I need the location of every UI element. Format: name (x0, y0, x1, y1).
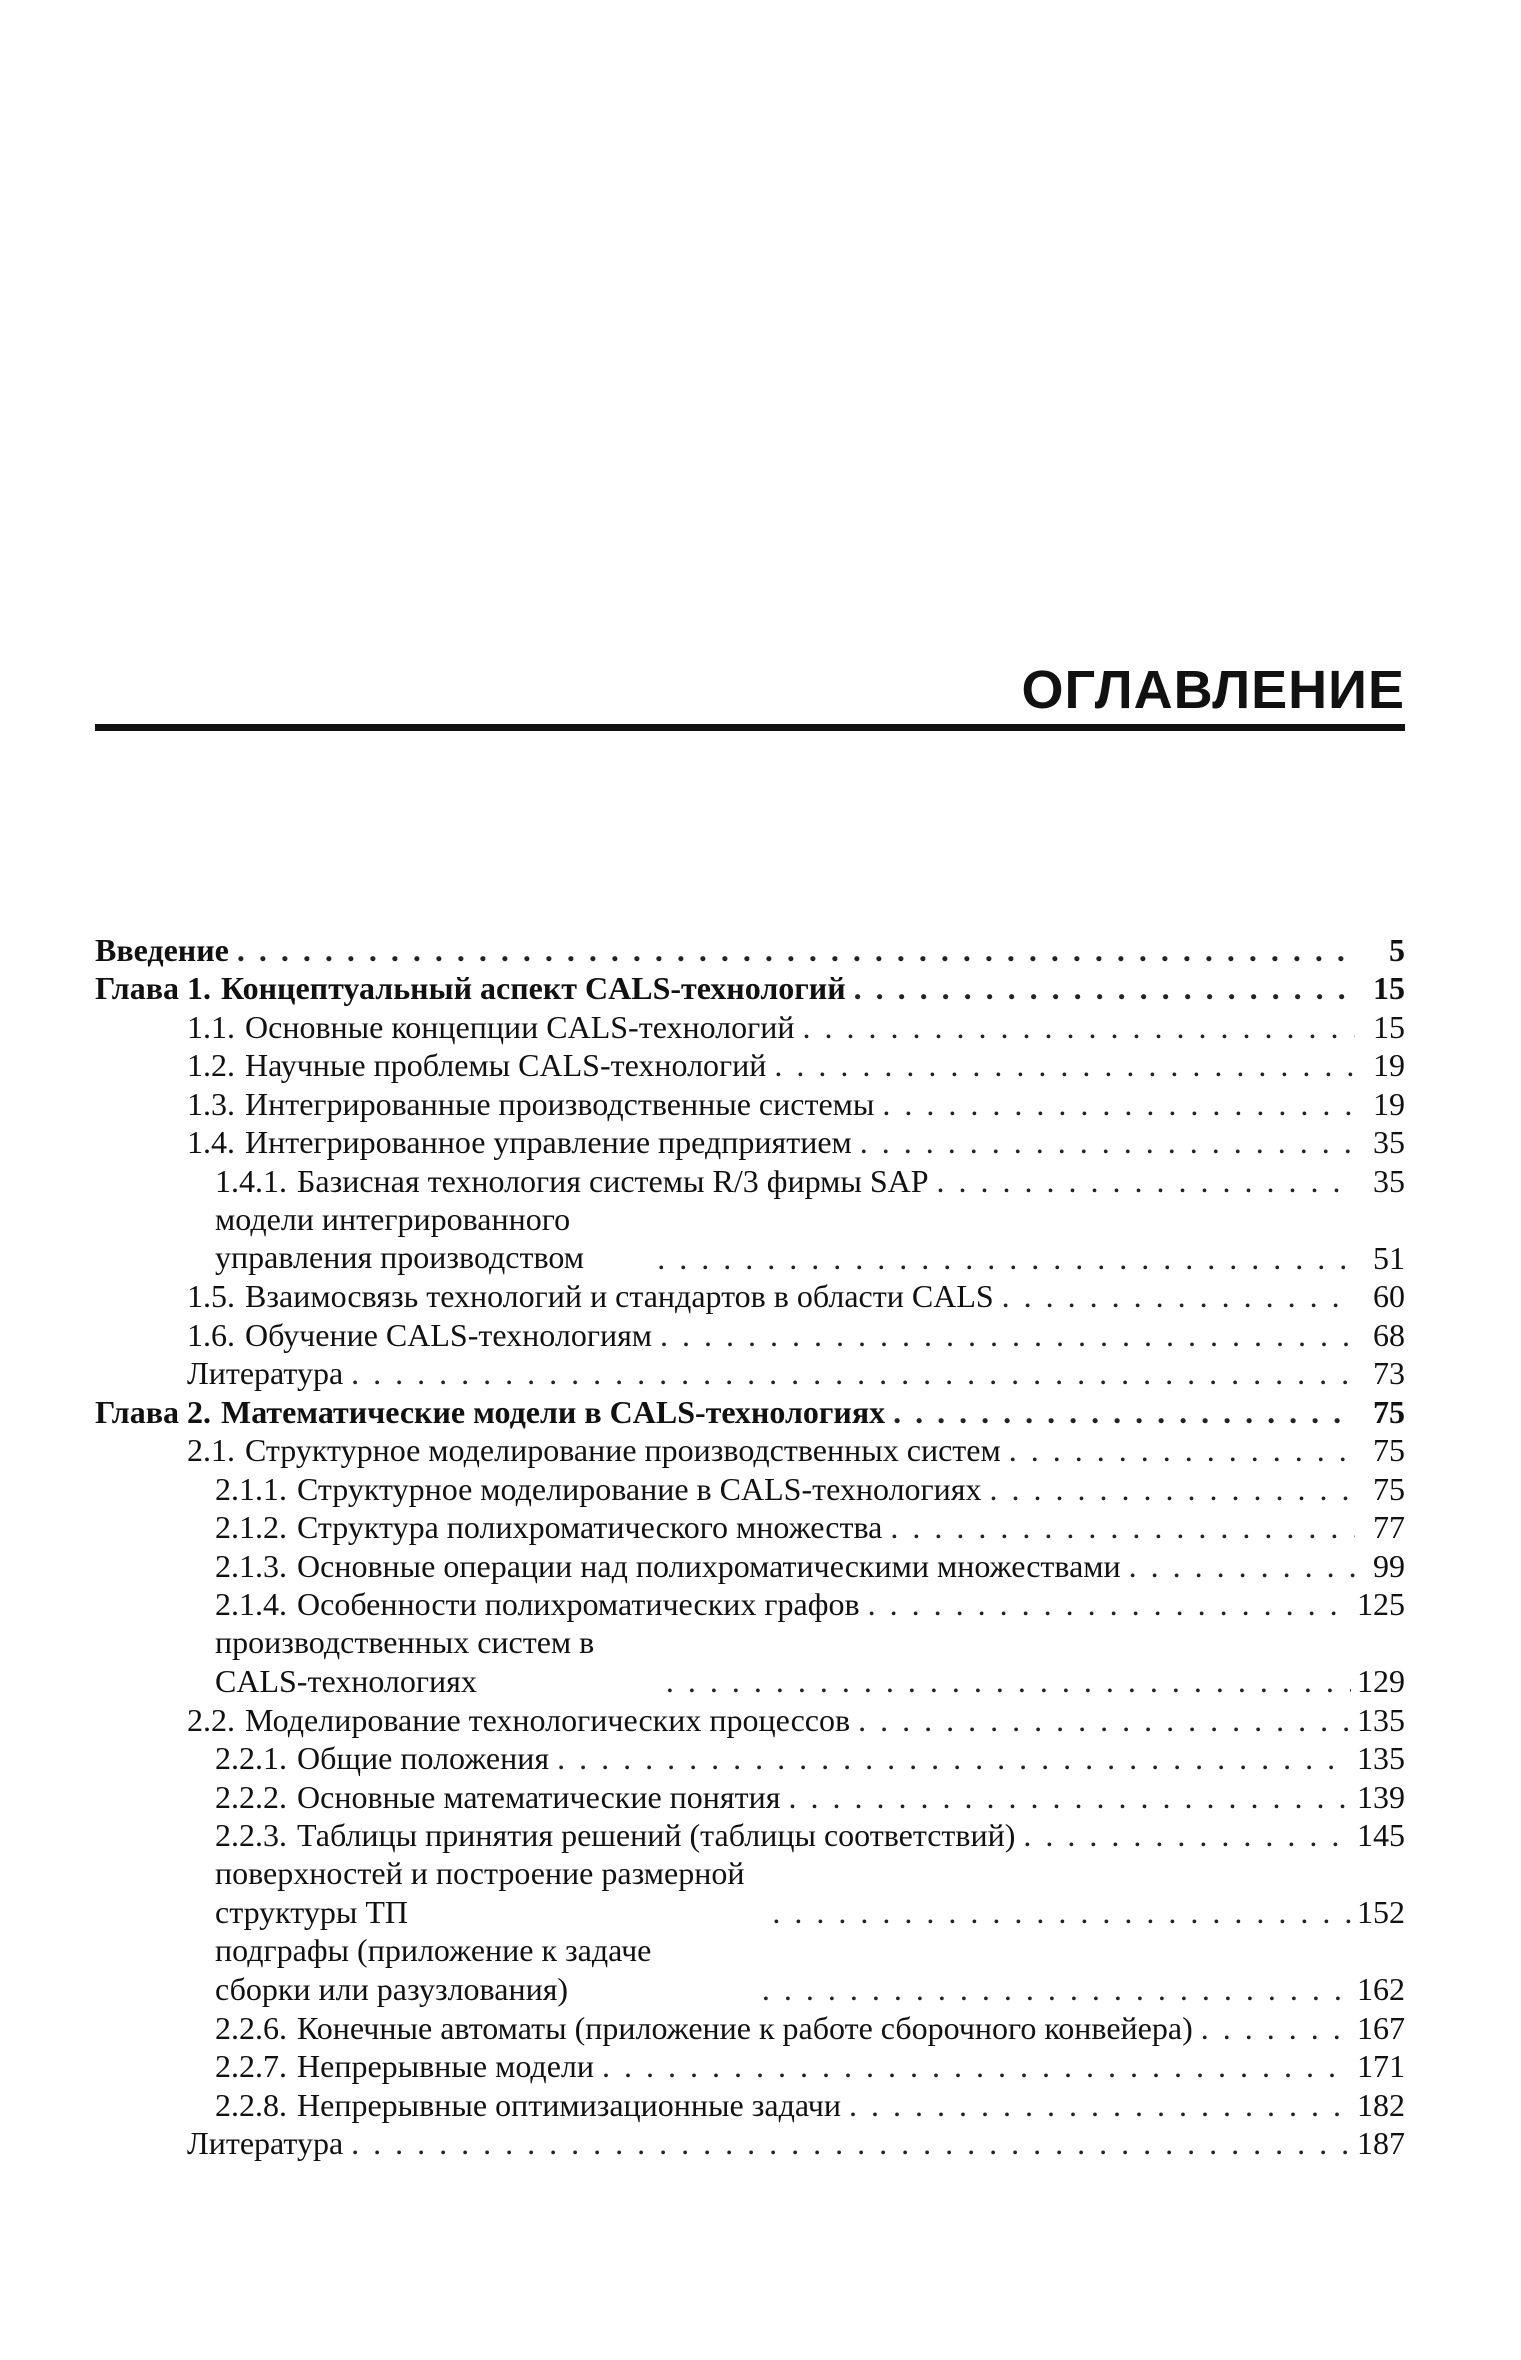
toc-page-number: 77 (1373, 1509, 1405, 1545)
toc-page-number: 145 (1357, 1817, 1405, 1853)
toc-entry-literature-2[interactable] (95, 2124, 1405, 2163)
toc-entry-1-2[interactable] (95, 1046, 1405, 1085)
toc-entry-title: 1.5. Взаимосвязь технологий и стандартов в области CALS (187, 1278, 994, 1314)
toc-entry-2-2-8[interactable] (95, 2085, 1405, 2124)
toc-entry-intro[interactable] (95, 930, 1405, 969)
toc-entry-title: 1.1. Основные концепции CALS-технологий (187, 1008, 795, 1045)
dot-leader (343, 1354, 1355, 1392)
dot-leader (994, 1277, 1355, 1315)
toc-page-number: 99 (1373, 1547, 1405, 1584)
toc-entry-title: Глава 1. Концептуальный аспект CALS-технологий (95, 970, 846, 1006)
toc-page-number: 68 (1373, 1316, 1405, 1353)
toc-page-number: 75 (1373, 1470, 1405, 1507)
toc-page-number: 135 (1357, 1701, 1405, 1738)
toc-entry-title: 2.1.1. Структурное моделирование в CALS-технологиях (215, 1470, 982, 1507)
toc-page-number: 19 (1373, 1047, 1405, 1083)
toc-entry-number: 1.4.1. (215, 1162, 287, 1199)
toc-entry-number: 1.1. (187, 1008, 235, 1045)
toc-entry-2-1-1[interactable] (95, 1469, 1405, 1508)
toc-entry-title: Литература (187, 1355, 344, 1391)
toc-entry-2-2-4[interactable] (95, 1854, 1405, 1931)
dot-leader (882, 1508, 1355, 1546)
toc-entry-title: 2.2.1. Общие положения (215, 1740, 550, 1776)
toc-entry-title: подграфы (приложение к задаче сборки или разузлования) (215, 1932, 652, 2007)
toc-entry-number: 2.2. (187, 1701, 235, 1738)
toc-entry-title: 2.1.3. Основные операции над полихроматическими множествами (215, 1547, 1121, 1584)
toc-page-number: 75 (1373, 1432, 1405, 1468)
toc-entry-chapter-1[interactable] (95, 969, 1405, 1008)
toc-page-number: 35 (1373, 1162, 1405, 1199)
toc-entry-number: 1.3. (187, 1085, 235, 1122)
dot-leader (649, 1239, 1355, 1277)
toc-page-number: 139 (1357, 1778, 1405, 1815)
dot-leader (1001, 1431, 1355, 1469)
dot-leader (549, 1739, 1351, 1777)
toc-entry-2-2-6[interactable] (95, 2008, 1405, 2047)
toc-page-number: 19 (1373, 1085, 1405, 1122)
toc-entry-number: 2.1.3. (215, 1547, 287, 1584)
toc-entry-number: 2.2.8. (215, 2086, 287, 2123)
toc-entry-title: 1.3. Интегрированные производственные системы (187, 1085, 875, 1122)
dot-leader (795, 1008, 1355, 1046)
toc-page-number: 5 (1389, 931, 1405, 968)
toc-entry-title: 2.2. Моделирование технологических процессов (187, 1701, 851, 1738)
toc-page-number: 60 (1373, 1278, 1405, 1314)
toc-entry-number: 1.6. (187, 1316, 235, 1353)
page-title: ОГЛАВЛЕНИЕ (1021, 660, 1405, 720)
dot-leader (860, 1585, 1351, 1623)
toc-page-number: 35 (1373, 1124, 1405, 1160)
dot-leader (852, 1123, 1355, 1161)
toc-page-number: 182 (1357, 2086, 1405, 2123)
toc-entry-title: поверхностей и построение размерной структуры ТП (215, 1855, 745, 1930)
toc-entry-title: 2.2.6. Конечные автоматы (приложение к работе сборочного конвейера) (215, 2009, 1193, 2046)
dot-leader (594, 2047, 1351, 2085)
toc-entry-number: 1.2. (187, 1047, 235, 1083)
toc-entry-2-2-2[interactable] (95, 1777, 1405, 1816)
dot-leader (652, 1316, 1355, 1354)
toc-entry-literature-1[interactable] (95, 1354, 1405, 1393)
table-of-contents (95, 930, 1405, 2162)
toc-entry-number: 1.4. (187, 1124, 235, 1160)
dot-leader (229, 931, 1355, 969)
toc-entry-title: 2.2.7. Непрерывные модели (215, 2048, 594, 2084)
toc-entry-2-2-7[interactable] (95, 2047, 1405, 2086)
toc-page-number: 129 (1357, 1663, 1405, 1699)
toc-entry-number: 2.1.1. (215, 1470, 287, 1507)
toc-entry-chapter-2[interactable] (95, 1392, 1405, 1431)
toc-page-number: 162 (1357, 1971, 1405, 2007)
dot-leader (841, 2086, 1351, 2124)
toc-entry-title: 1.4.1. Базисная технология системы R/3 фирмы SAP (215, 1162, 929, 1199)
dot-leader (982, 1470, 1356, 1508)
toc-entry-number: 2.2.7. (215, 2048, 287, 2084)
toc-entry-number: 2.1. (187, 1432, 235, 1468)
toc-entry-2-2-1[interactable] (95, 1739, 1405, 1778)
toc-entry-1-4-1[interactable] (95, 1161, 1405, 1200)
dot-leader (1015, 1816, 1351, 1854)
toc-entry-2-1[interactable] (95, 1431, 1405, 1470)
toc-entry-title: Введение (95, 931, 229, 968)
toc-page-number: 75 (1373, 1393, 1405, 1430)
dot-leader (1121, 1547, 1355, 1585)
toc-page-number: 51 (1373, 1239, 1405, 1276)
toc-page-number: 15 (1373, 1008, 1405, 1045)
toc-entry-title: 2.1. Структурное моделирование производственных систем (187, 1432, 1001, 1468)
toc-page-number: 171 (1357, 2048, 1405, 2084)
toc-entry-title: 2.2.3. Таблицы принятия решений (таблицы соответствий) (215, 1817, 1016, 1853)
title-rule (95, 724, 1405, 731)
toc-entry-title: Глава 2. Математические модели в CALS-технологиях (95, 1393, 886, 1430)
toc-page-number: 152 (1357, 1894, 1405, 1930)
toc-entry-title: 2.2.2. Основные математические понятия (215, 1778, 781, 1815)
toc-entry-title: Литература (187, 2125, 344, 2161)
dot-leader (846, 969, 1355, 1007)
toc-entry-title: 2.1.4. Особенности полихроматических графов (215, 1586, 860, 1622)
toc-entry-number: 2.2.2. (215, 1778, 287, 1815)
toc-page-number: 125 (1357, 1586, 1405, 1622)
toc-page-number: 167 (1357, 2009, 1405, 2046)
dot-leader (1193, 2009, 1351, 2047)
toc-entry-number: Глава 2. (95, 1393, 211, 1430)
toc-entry-1-5[interactable] (95, 1277, 1405, 1316)
toc-page-number: 135 (1357, 1740, 1405, 1776)
toc-entry-title: производственных систем в CALS-технологиях (215, 1624, 595, 1699)
dot-leader (874, 1085, 1355, 1123)
toc-entry-1-1[interactable] (95, 1007, 1405, 1046)
dot-leader (850, 1701, 1351, 1739)
toc-entry-title: 1.6. Обучение CALS-технологиям (187, 1316, 653, 1353)
toc-entry-number: 2.1.4. (215, 1586, 287, 1622)
dot-leader (343, 2124, 1351, 2162)
toc-entry-number: 2.2.3. (215, 1817, 287, 1853)
toc-entry-2-1-2[interactable] (95, 1508, 1405, 1547)
toc-entry-1-6[interactable] (95, 1315, 1405, 1354)
toc-entry-2-1-5[interactable] (95, 1623, 1405, 1700)
dot-leader (764, 1893, 1351, 1931)
toc-entry-number: 2.2.1. (215, 1740, 287, 1776)
toc-page-number: 187 (1357, 2125, 1405, 2161)
toc-entry-2-2-3[interactable] (95, 1816, 1405, 1855)
toc-entry-title: 1.2. Научные проблемы CALS-технологий (187, 1047, 767, 1083)
toc-entry-2-2[interactable] (95, 1700, 1405, 1739)
toc-entry-2-1-4[interactable] (95, 1585, 1405, 1624)
toc-entry-2-2-5[interactable] (95, 1931, 1405, 2008)
dot-leader (929, 1162, 1355, 1200)
toc-entry-2-1-3[interactable] (95, 1546, 1405, 1585)
dot-leader (754, 1970, 1351, 2008)
toc-entry-number: 2.2.6. (215, 2009, 287, 2046)
toc-entry-title: модели интегрированного управления производством (215, 1200, 585, 1275)
toc-entry-title: 2.2.8. Непрерывные оптимизационные задачи (215, 2086, 841, 2123)
toc-entry-1-3[interactable] (95, 1084, 1405, 1123)
toc-entry-1-4[interactable] (95, 1123, 1405, 1162)
dot-leader (780, 1778, 1351, 1816)
dot-leader (885, 1393, 1355, 1431)
toc-entry-number: Глава 1. (95, 970, 211, 1006)
toc-entry-number: 2.1.2. (215, 1509, 287, 1545)
toc-page-number: 73 (1373, 1355, 1405, 1391)
toc-page-number: 15 (1373, 970, 1405, 1006)
toc-entry-title: 1.4. Интегрированное управление предприятием (187, 1124, 852, 1160)
toc-entry-number: 1.5. (187, 1278, 235, 1314)
toc-entry-title: 2.1.2. Структура полихроматического множества (215, 1509, 883, 1545)
dot-leader (658, 1662, 1351, 1700)
toc-entry-1-4-2[interactable] (95, 1200, 1405, 1277)
dot-leader (766, 1046, 1355, 1084)
